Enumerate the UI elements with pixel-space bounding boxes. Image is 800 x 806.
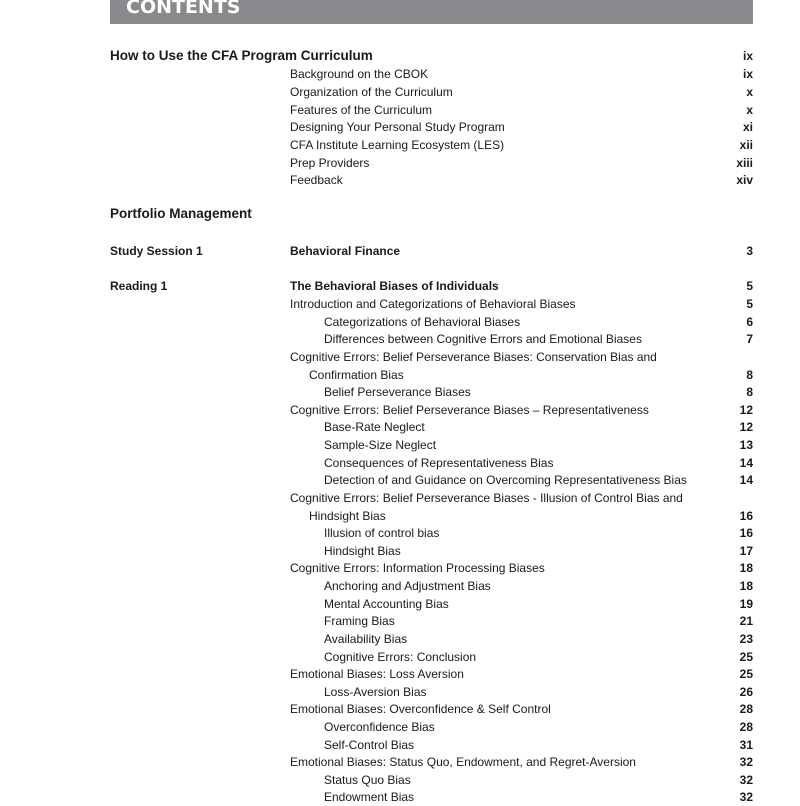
- toc-page-number: 5: [746, 279, 753, 293]
- toc-subentry: Categorizations of Behavioral Biases 6: [324, 315, 753, 329]
- toc-subentry: Framing Bias 21: [324, 614, 753, 628]
- toc-entry-continuation: Confirmation Bias 8: [309, 368, 753, 382]
- contents-title: CONTENTS: [126, 0, 241, 18]
- toc-heading-how-to-use: [110, 47, 753, 65]
- toc-study-session: [110, 242, 753, 260]
- toc-page-number: ix: [742, 49, 753, 63]
- contents-header: [110, 0, 753, 24]
- reading-label: Reading 1: [110, 279, 168, 293]
- toc-subentry: Consequences of Representativeness Bias 14: [324, 456, 753, 470]
- toc-entry: Emotional Biases: Loss Aversion 25: [290, 667, 753, 681]
- toc-entry: Background on the CBOK ix: [290, 67, 753, 81]
- toc-entry: Emotional Biases: Status Quo, Endowment, and Regret-Aversion 32: [290, 755, 753, 769]
- toc-entry: Prep Providers xiii: [290, 156, 753, 170]
- toc-subentry: Availability Bias 23: [324, 632, 753, 646]
- toc-subentry: Base-Rate Neglect 12: [324, 420, 753, 434]
- toc-entry: Features of the Curriculum x: [290, 103, 753, 117]
- study-session-title: Behavioral Finance: [290, 244, 401, 258]
- toc-subentry: Anchoring and Adjustment Bias 18: [324, 579, 753, 593]
- toc-entry: Designing Your Personal Study Program xi: [290, 120, 753, 134]
- reading-title: The Behavioral Biases of Individuals: [290, 279, 499, 293]
- toc-subentry: Loss-Aversion Bias 26: [324, 685, 753, 699]
- toc-entry: Cognitive Errors: Information Processing Biases 18: [290, 561, 753, 575]
- toc-entry-continuation: Hindsight Bias 16: [309, 509, 753, 523]
- toc-subentry: Cognitive Errors: Conclusion 25: [324, 650, 753, 664]
- toc-entry: Cognitive Errors: Belief Perseverance Biases - Illusion of Control Bias and: [290, 491, 683, 505]
- toc-subentry: Detection of and Guidance on Overcoming Representativeness Bias 14: [324, 473, 753, 487]
- study-session-label: Study Session 1: [110, 244, 203, 258]
- toc-entry: Introduction and Categorizations of Behavioral Biases 5: [290, 297, 753, 311]
- toc-entry: Emotional Biases: Overconfidence & Self Control 28: [290, 702, 753, 716]
- toc-subentry: Self-Control Bias 31: [324, 738, 753, 752]
- toc-entry: Organization of the Curriculum x: [290, 85, 753, 99]
- toc-entry: Cognitive Errors: Belief Perseverance Biases – Representativeness 12: [290, 403, 753, 417]
- toc-subentry: Belief Perseverance Biases 8: [324, 385, 753, 399]
- toc-heading-title: How to Use the CFA Program Curriculum: [110, 48, 373, 63]
- toc-subentry: Status Quo Bias 32: [324, 773, 753, 787]
- toc-entry: Cognitive Errors: Belief Perseverance Biases: Conservation Bias and: [290, 350, 657, 364]
- toc-subentry: Sample-Size Neglect 13: [324, 438, 753, 452]
- toc-entry: CFA Institute Learning Ecosystem (LES) xii: [290, 138, 753, 152]
- toc-subentry: Illusion of control bias 16: [324, 526, 753, 540]
- toc-reading: [110, 277, 753, 295]
- toc-subentry: Differences between Cognitive Errors and Emotional Biases 7: [324, 332, 753, 346]
- toc-entry: Feedback xiv: [290, 173, 753, 187]
- toc-page-number: 3: [746, 244, 753, 258]
- toc-subentry: Mental Accounting Bias 19: [324, 597, 753, 611]
- toc-subentry: Overconfidence Bias 28: [324, 720, 753, 734]
- toc-subentry: Endowment Bias 32: [324, 790, 753, 804]
- toc-section-title: Portfolio Management: [110, 206, 252, 221]
- toc-subentry: Hindsight Bias 17: [324, 544, 753, 558]
